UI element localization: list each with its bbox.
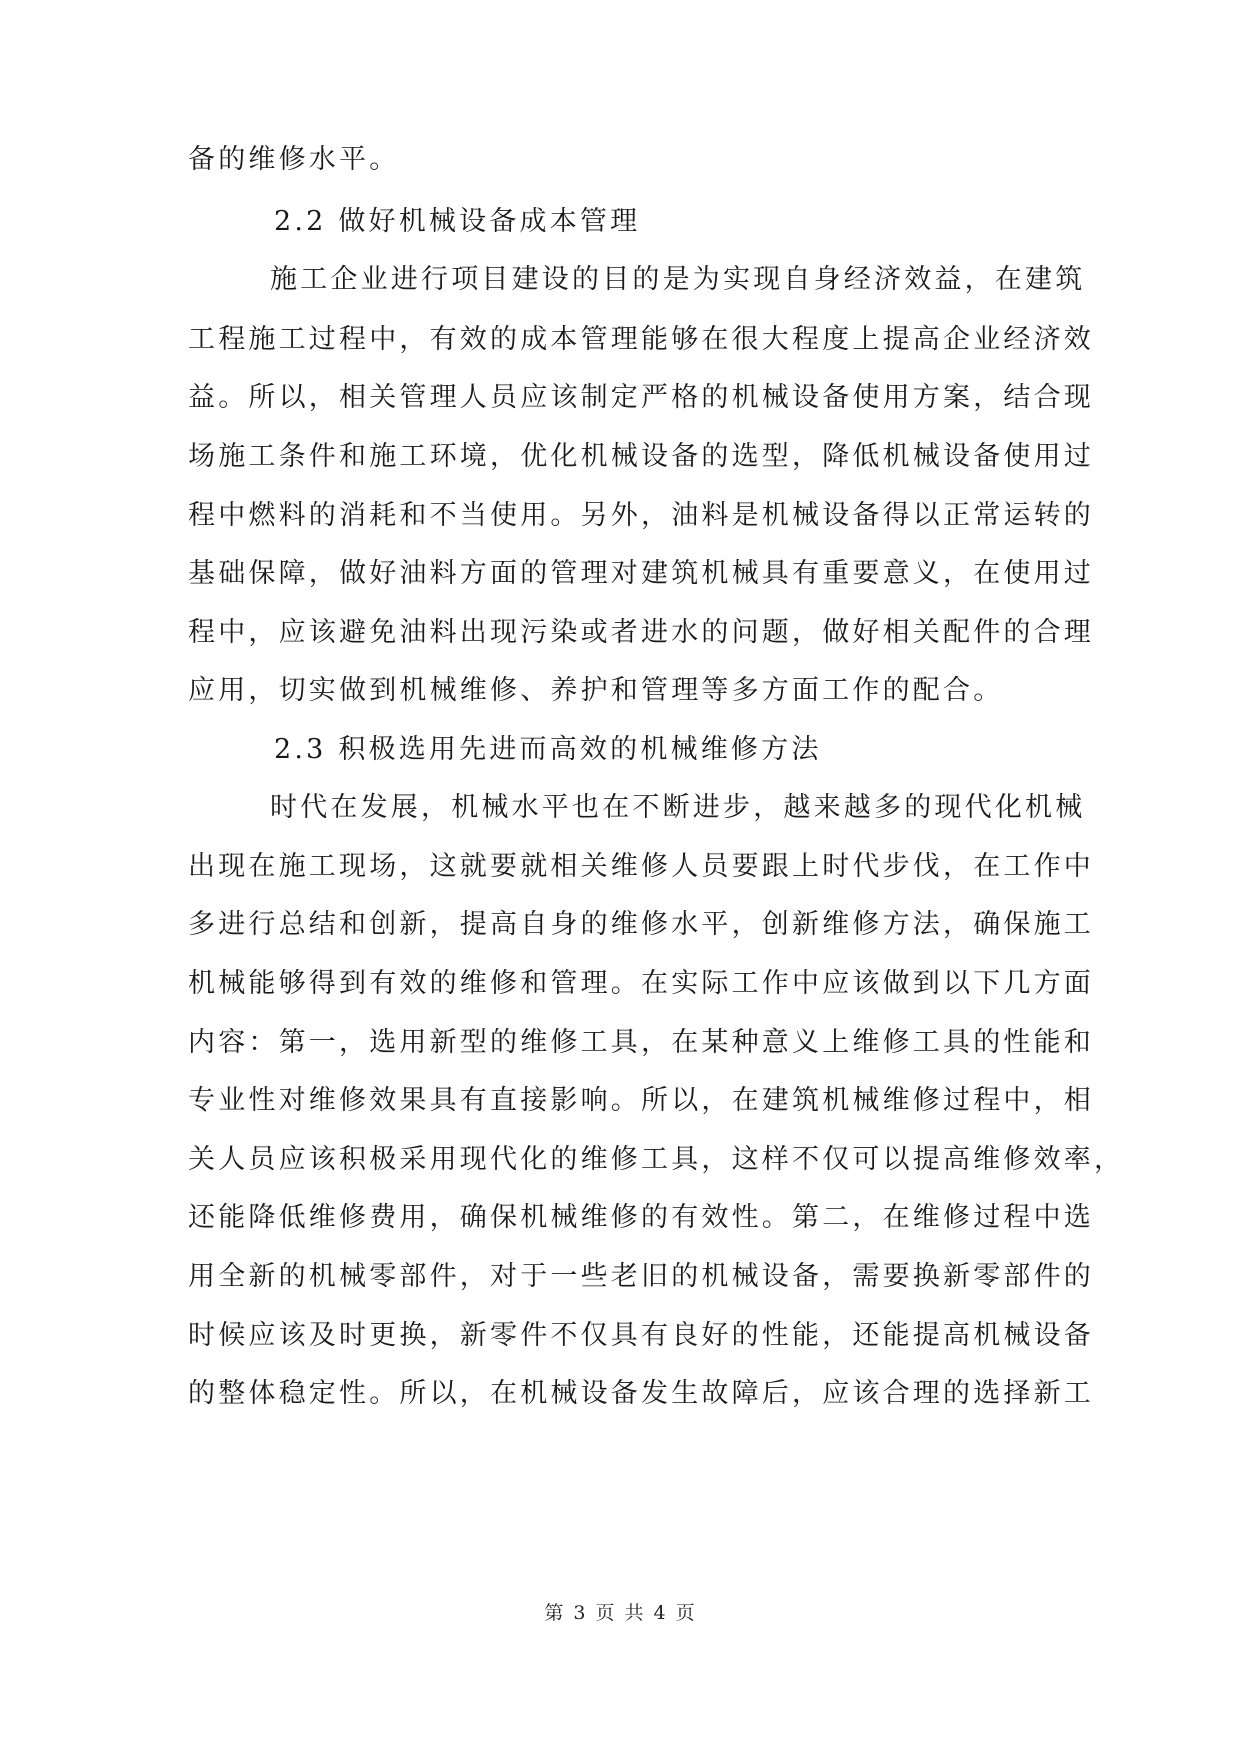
- current-page-number: 3: [573, 1602, 588, 1624]
- footer-total-word: 共: [624, 1602, 646, 1624]
- paragraph-line: 施工企业进行项目建设的目的是为实现自身经济效益，在建筑: [270, 264, 1086, 295]
- footer-prefix: 第: [544, 1602, 566, 1624]
- paragraph-line: 程中，应该避免油料出现污染或者进水的问题，做好相关配件的合理: [188, 617, 1094, 648]
- footer-page-word: 页: [595, 1602, 617, 1624]
- section-heading: 2.2 做好机械设备成本管理: [274, 206, 641, 237]
- paragraph-line: 多进行总结和创新，提高自身的维修水平，创新维修方法，确保施工: [188, 909, 1094, 940]
- footer-suffix: 页: [675, 1602, 697, 1624]
- paragraph-line: 场施工条件和施工环境，优化机械设备的选型，降低机械设备使用过: [188, 441, 1094, 472]
- paragraph-line: 出现在施工现场，这就要就相关维修人员要跟上时代步伐，在工作中: [188, 851, 1094, 882]
- paragraph-line: 程中燃料的消耗和不当使用。另外，油料是机械设备得以正常运转的: [188, 500, 1094, 531]
- paragraph-line: 工程施工过程中，有效的成本管理能够在很大程度上提高企业经济效: [188, 324, 1094, 355]
- section-heading: 2.3 积极选用先进而高效的机械维修方法: [274, 734, 822, 765]
- paragraph-line: 内容：第一，选用新型的维修工具，在某种意义上维修工具的性能和: [188, 1027, 1094, 1058]
- paragraph-line: 时代在发展，机械水平也在不断进步，越来越多的现代化机械: [270, 792, 1086, 823]
- paragraph-line: 用全新的机械零部件，对于一些老旧的机械设备，需要换新零部件的: [188, 1261, 1094, 1292]
- paragraph-line: 益。所以，相关管理人员应该制定严格的机械设备使用方案，结合现: [188, 382, 1094, 413]
- total-page-count: 4: [653, 1602, 668, 1624]
- page-footer: [0, 1600, 1241, 1626]
- paragraph-line: 应用，切实做到机械维修、养护和管理等多方面工作的配合。: [188, 675, 1004, 706]
- paragraph-line: 基础保障，做好油料方面的管理对建筑机械具有重要意义，在使用过: [188, 558, 1094, 589]
- paragraph-line: 时候应该及时更换，新零件不仅具有良好的性能，还能提高机械设备: [188, 1320, 1094, 1351]
- paragraph-line: 的整体稳定性。所以，在机械设备发生故障后，应该合理的选择新工: [188, 1378, 1094, 1409]
- paragraph-line: 备的维修水平。: [188, 144, 400, 175]
- paragraph-line: 关人员应该积极采用现代化的维修工具，这样不仅可以提高维修效率，: [188, 1144, 1125, 1175]
- paragraph-line: 机械能够得到有效的维修和管理。在实际工作中应该做到以下几方面: [188, 968, 1094, 999]
- paragraph-line: 还能降低维修费用，确保机械维修的有效性。第二，在维修过程中选: [188, 1202, 1094, 1233]
- paragraph-line: 专业性对维修效果具有直接影响。所以，在建筑机械维修过程中，相: [188, 1085, 1094, 1116]
